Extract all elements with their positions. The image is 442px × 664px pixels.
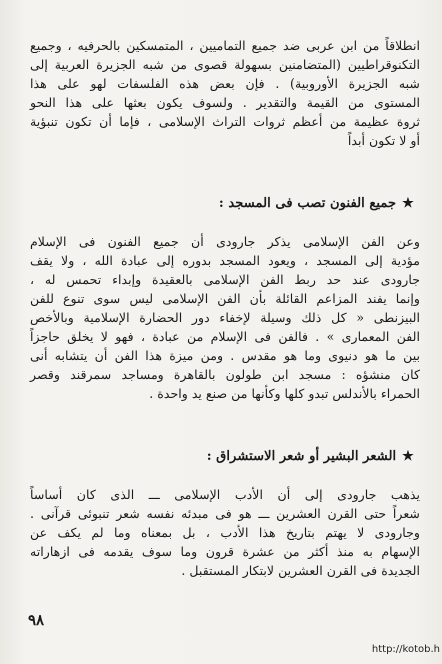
text-line: الإسهام به منذ أكثر من عشرة قرون وما سوف يقدمه فى ازهاراته [30,544,420,559]
text-line: بين ما هو دنيوى وما هو مقدس . ومن ميزة هذا الفن أن يتشابه أنى [30,348,420,363]
text-line: وعن الفن الإسلامى يذكر جارودى أن جميع الفنون فى الإسلام [30,234,420,249]
text-line: وإنما يفند المزاعم القائلة بأن الفن الإسلامى ليس سوى تنوع للفن [30,291,420,306]
text-line: شعراً حتى القرن العشرين ـــ هو فى مبدئه نفسه شعر تنبوئى قرآنى . [30,506,420,521]
section-heading-text: الشعر البشير أو شعر الاستشراق : [206,449,397,464]
section-heading-mosque [219,195,414,213]
text-line: الحمراء بالأندلس تبدو كلها وكأنها من صنع يد واحدة . [149,386,420,401]
paragraph-islamic-art [30,232,420,403]
text-line: المستوى من القيمة والتقدير . ولسوف يكون بعثها على هذا النحو [30,95,420,110]
page-number: ٩٨ [28,611,45,629]
star-icon: ★ [402,196,414,211]
text-line: الجديدة فى القرن العشرين لابتكار المستقبل . [181,563,420,578]
text-line: ثروة عظيمة من أعظم ثروات التراث الإسلامى ، فإما أن تكون تنبؤية [30,114,420,129]
paragraph-islamic-literature [30,485,420,580]
watermark-url: http://kotob.h [371,644,440,655]
star-icon: ★ [402,449,414,464]
text-line: الفن المعمارى » . فالفن فى الإسلام من عبادة ، فهو لا يخلق حاجزاً [30,329,420,344]
text-line: جارودى عند حد ربط الفن الإسلامى بالعقيدة وإبداء تحمس له ، [30,272,420,287]
text-line: وجارودى لا يهتم بتاريخ هذا الأدب ، بل بمعناه وما لم يكف عن [30,525,420,540]
paragraph-intro [30,36,420,150]
section-heading-poetry [207,448,414,466]
text-line: انطلاقاً من ابن عربى ضد جميع التماميين ، المتمسكين بالحرفيه ، وجميع [30,38,420,53]
text-line: مؤدية إلى المسجد ، ويعود المسجد بدوره إلى عبادة الله ، ولا يقف [30,253,420,268]
section-heading-text: جميع الفنون تصب فى المسجد : [218,196,397,211]
text-line: البيزنطى « كل ذلك وسيلة لإخفاء دور الحضارة الإسلامية وبالأخص [30,310,420,325]
text-line: أو لا تكون أبداً [347,133,420,148]
text-line: يذهب جارودى إلى أن الأدب الإسلامى ـــ الذى كان أساساً [30,487,420,502]
text-line: كان منشؤه : مسجد ابن طولون بالقاهرة ومساجد سمرقند وقصر [30,367,420,382]
text-line: شبه الجزيرة الأوروبية) . فإن بعض هذه الفلسفات لهو على هذا [30,76,420,91]
text-line: التكنوقراطيين (المتضامنين بسهولة قصوى من شبه الجزيرة العربية إلى [30,57,420,72]
